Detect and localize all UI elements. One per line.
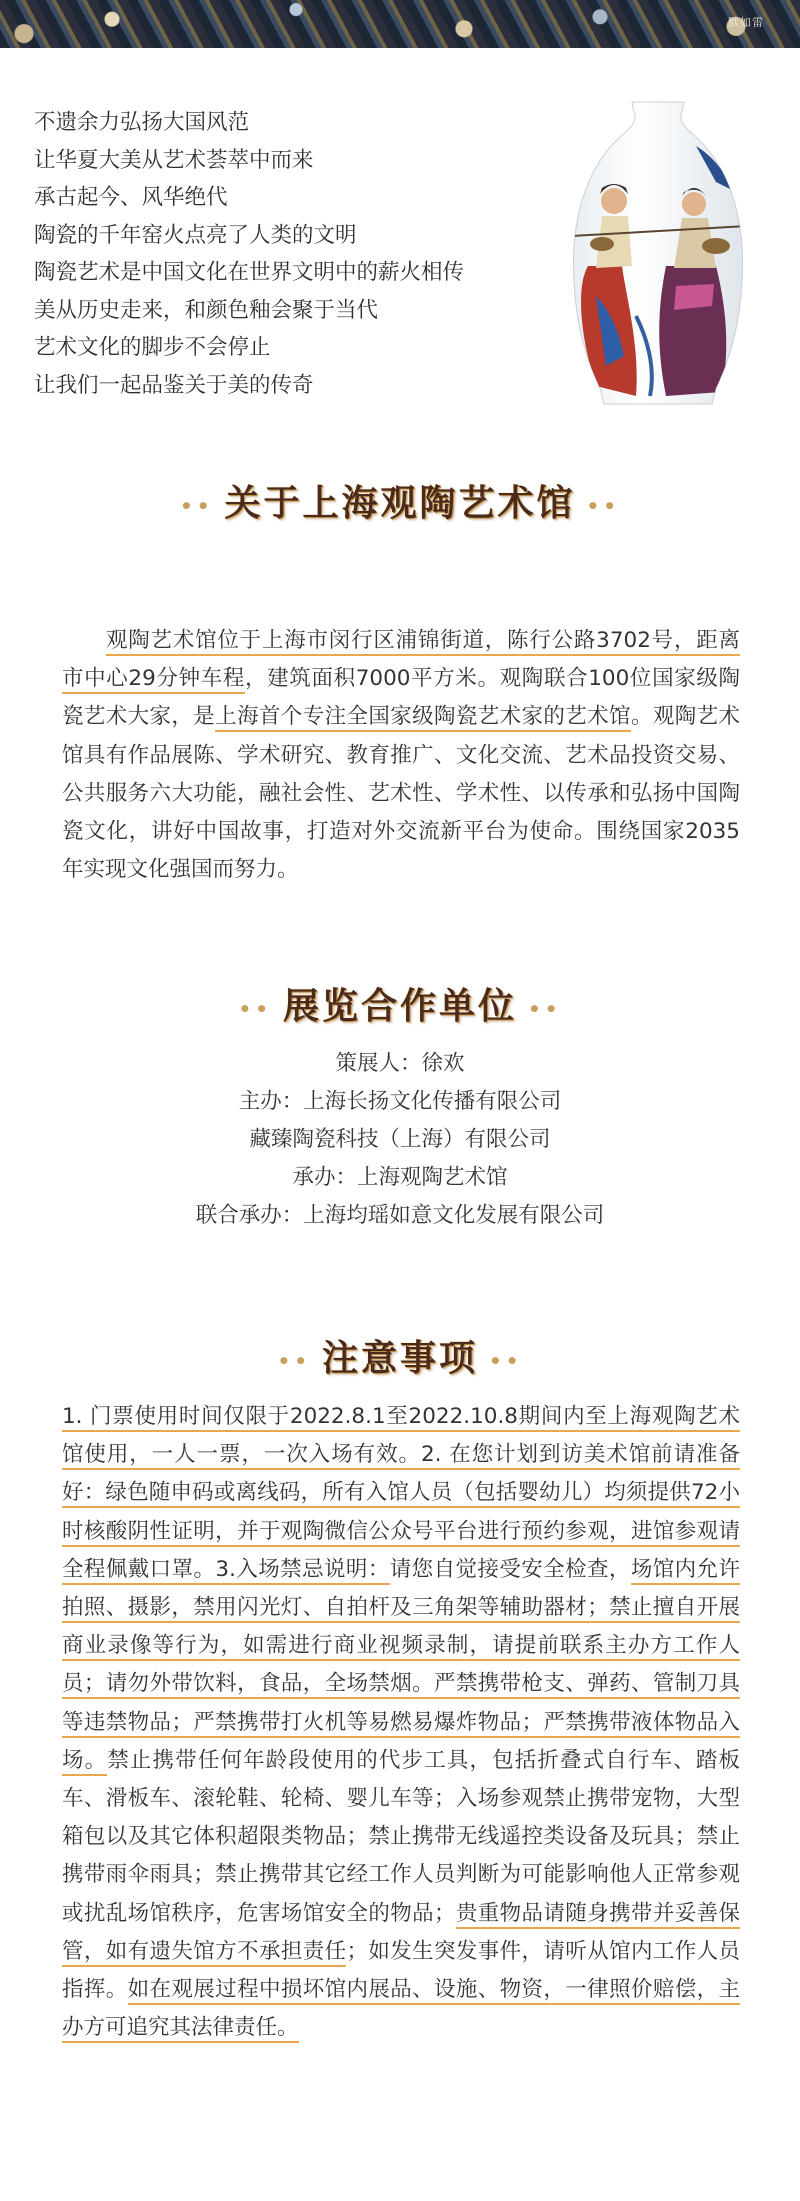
highlighted-text: 观陶艺术馆位于上海市闵行区浦锦街道，陈行公路3702号，距离市中心29分钟车程 [62, 628, 740, 694]
highlighted-text: 如在观展过程中损坏馆内展品、设施、物资，一律照价赔偿，主办方可追究其法律责任。 [62, 1977, 740, 2043]
poem-line: 让我们一起品鉴关于美的传奇 [34, 372, 314, 398]
poem-line: 艺术文化的脚步不会停止 [34, 335, 271, 360]
banner-seal: 默如雷 [728, 16, 764, 29]
partners-list [0, 1045, 800, 1235]
heading-decor-right: •• [478, 1349, 523, 1373]
top-banner-artwork [0, 0, 800, 48]
body-text: 请您自觉接受安全检查， [389, 1556, 631, 1582]
partner-line: 策展人：徐欢 [335, 1051, 465, 1076]
about-title: 关于上海观陶艺术馆 [224, 482, 576, 524]
highlighted-text: 3.入场禁忌说明： [215, 1557, 389, 1585]
poem-line: 让华夏大美从艺术荟萃中而来 [34, 147, 314, 173]
highlighted-text: 上海首个专注全国家级陶瓷艺术家的艺术馆 [215, 704, 631, 732]
highlighted-text: 1. 门票使用时间仅限于2022.8.1至2022.10.8期间内至上海观陶艺术馆使用，一人一票，一次入场有效。 [62, 1404, 740, 1470]
notice-paragraph [62, 1398, 740, 2047]
partner-line: 承办：上海观陶艺术馆 [292, 1165, 508, 1190]
poem-line: 陶瓷艺术是中国文化在世界文明中的薪火相传 [34, 260, 465, 285]
partners-heading [0, 982, 800, 1033]
highlighted-text: 贵重物品请随身携带并妥善保管，如有遗失馆方不承担责任 [62, 1901, 740, 1967]
notice-title: 注意事项 [321, 1337, 478, 1379]
partner-line: 联合承办：上海均瑶如意文化发展有限公司 [195, 1203, 605, 1228]
poem-line: 承古起今、风华绝代 [34, 185, 228, 210]
about-heading [0, 479, 800, 530]
poem-line: 不遗余力弘扬大国风范 [34, 110, 250, 135]
partners-title: 展览合作单位 [282, 985, 517, 1027]
heading-decor-left: •• [277, 1349, 322, 1373]
poem-line: 美从历史走来，和颜色釉会聚于当代 [34, 297, 379, 323]
notice-heading [0, 1334, 800, 1385]
body-text: ，建筑面积7000平方米。观陶联合100位国家级陶瓷艺术大家，是 [62, 666, 740, 730]
about-paragraph [62, 622, 740, 889]
vase-image [566, 96, 750, 410]
heading-decor-right: •• [517, 997, 562, 1021]
highlighted-text: 2. 在您计划到访美术馆前请准备好：绿色随申码或离线码，所有入馆人员（包括婴幼儿）均须提供72小时核酸阴性证明，并于观陶微信公众号平台进行预约参观，进馆参观请全程佩戴口罩。 [62, 1442, 740, 1585]
body-text: 。观陶艺术馆具有作品展陈、学术研究、教育推广、文化交流、艺术品投资交易、公共服务六大功能，融社会性、艺术性、学术性、以传承和弘扬中国陶瓷文化，讲好中国故事，打造对外交流新平台为使命。围绕国家2035年实现文化强国而努力。 [62, 704, 740, 883]
body-text: 禁止携带任何年龄段使用的代步工具，包括折叠式自行车、踏板车、滑板车、滚轮鞋、轮椅、婴儿车等；入场参观禁止携带宠物，大型箱包以及其它体积超限类物品；禁止携带无线遥控类设备及玩具；禁止携带雨伞雨具；禁止携带其它经工作人员判断为可能影响他人正常参观或扰乱场馆秩序，危害场馆安全的物品； [62, 1747, 740, 1926]
heading-decor-right: •• [575, 494, 621, 518]
intro-poem [34, 104, 554, 404]
highlighted-text: 场馆内允许拍照、摄影，禁用闪光灯、自拍杆及三角架等辅助器材；禁止擅自开展商业录像等行为，如需进行商业视频录制，请提前联系主办方工作人员；请勿外带饮料，食品，全场禁烟。严禁携带枪支、弹药、管制刀具等违禁物品；严禁携带打火机等易燃易爆炸物品；严禁携带液体物品入场。 [62, 1557, 740, 1776]
poem-line: 陶瓷的千年窑火点亮了人类的文明 [34, 222, 357, 248]
partner-line: 主办：上海长扬文化传播有限公司 [238, 1089, 562, 1114]
heading-decor-left: •• [238, 997, 283, 1021]
heading-decor-left: •• [179, 494, 225, 518]
body-text: ；如发生突发事件，请听从馆内工作人员指挥。 [62, 1938, 740, 2003]
partner-line: 藏臻陶瓷科技（上海）有限公司 [249, 1127, 551, 1152]
